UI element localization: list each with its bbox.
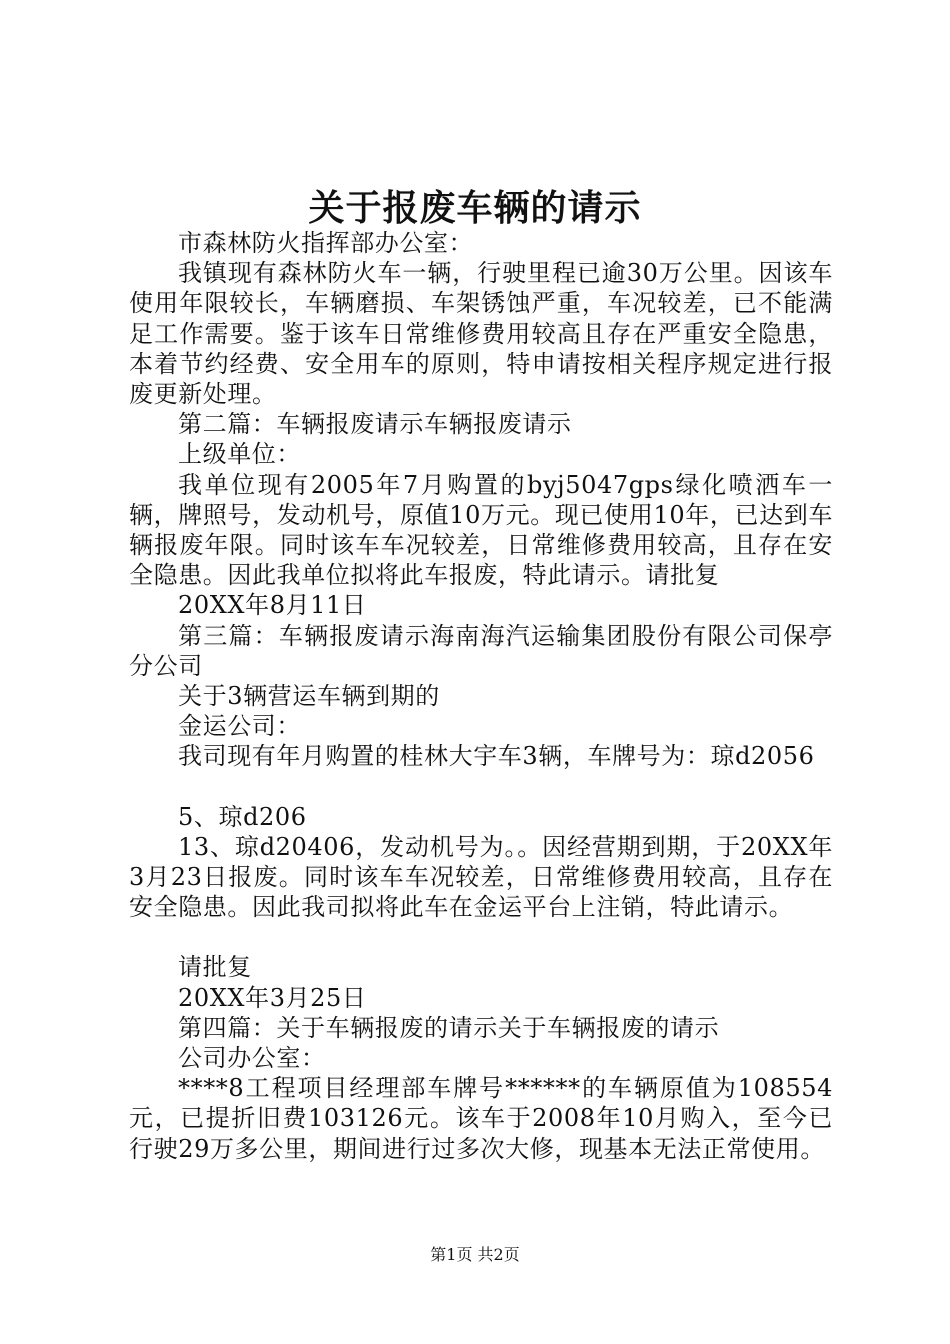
body-paragraph: 13、琼d20406，发动机号为。。因经营期到期，于20XX年3月23日报废。同时该车车况较差，日常维修费用较高，且存在安全隐患。因此我司拟将此车在金运平台上注销，特此请示。 (129, 832, 833, 922)
blank-line (129, 772, 833, 802)
request-line: 请批复 (178, 953, 252, 982)
blank-line (129, 922, 833, 952)
addressee-line: 公司办公室： (178, 1044, 326, 1073)
document-body (129, 228, 833, 1164)
addressee-line: 市森林防火指挥部办公室： (178, 229, 474, 257)
page-footer: 第1页 共2页 (430, 1245, 520, 1264)
section-heading: 第二篇：车辆报废请示车辆报废请示 (178, 410, 572, 439)
addressee-line: 上级单位： (178, 440, 301, 469)
addressee-line: 金运公司： (178, 712, 301, 741)
body-paragraph: 我单位现有2005年7月购置的byj5047gps绿化喷洒车一辆，牌照号，发动机号，原值10万元。现已使用10年，已达到车辆报废年限。同时该车车况较差，日常维修费用较高，且存在安全隐患。因此我单位拟将此车报废，特此请示。请批复 (129, 470, 833, 590)
body-paragraph: 我司现有年月购置的桂林大宇车3辆，车牌号为：琼d2056 (178, 742, 815, 771)
subject-line: 关于3辆营运车辆到期的 (178, 682, 440, 711)
body-paragraph: 我镇现有森林防火车一辆，行驶里程已逾30万公里。因该车使用年限较长，车辆磨损、车架锈蚀严重，车况较差，已不能满足工作需要。鉴于该车日常维修费用较高且存在严重安全隐患，本着节约经费、安全用车的原则，特申请按相关程序规定进行报废更新处理。 (129, 259, 833, 409)
body-paragraph: ****8工程项目经理部车牌号******的车辆原值为108554元，已提折旧费103126元。该车于2008年10月购入，至今已行驶29万多公里，期间进行过多次大修，现基本无法正常使用。 (129, 1074, 833, 1163)
body-paragraph: 5、琼d206 (178, 802, 307, 831)
date-line: 20XX年8月11日 (178, 591, 367, 620)
date-line: 20XX年3月25日 (178, 983, 367, 1012)
section-heading: 第四篇：关于车辆报废的请示关于车辆报废的请示 (178, 1013, 720, 1042)
document-title: 关于报废车辆的请示 (308, 187, 642, 229)
section-heading: 第三篇：车辆报废请示海南海汽运输集团股份有限公司保亭分公司 (129, 621, 833, 680)
